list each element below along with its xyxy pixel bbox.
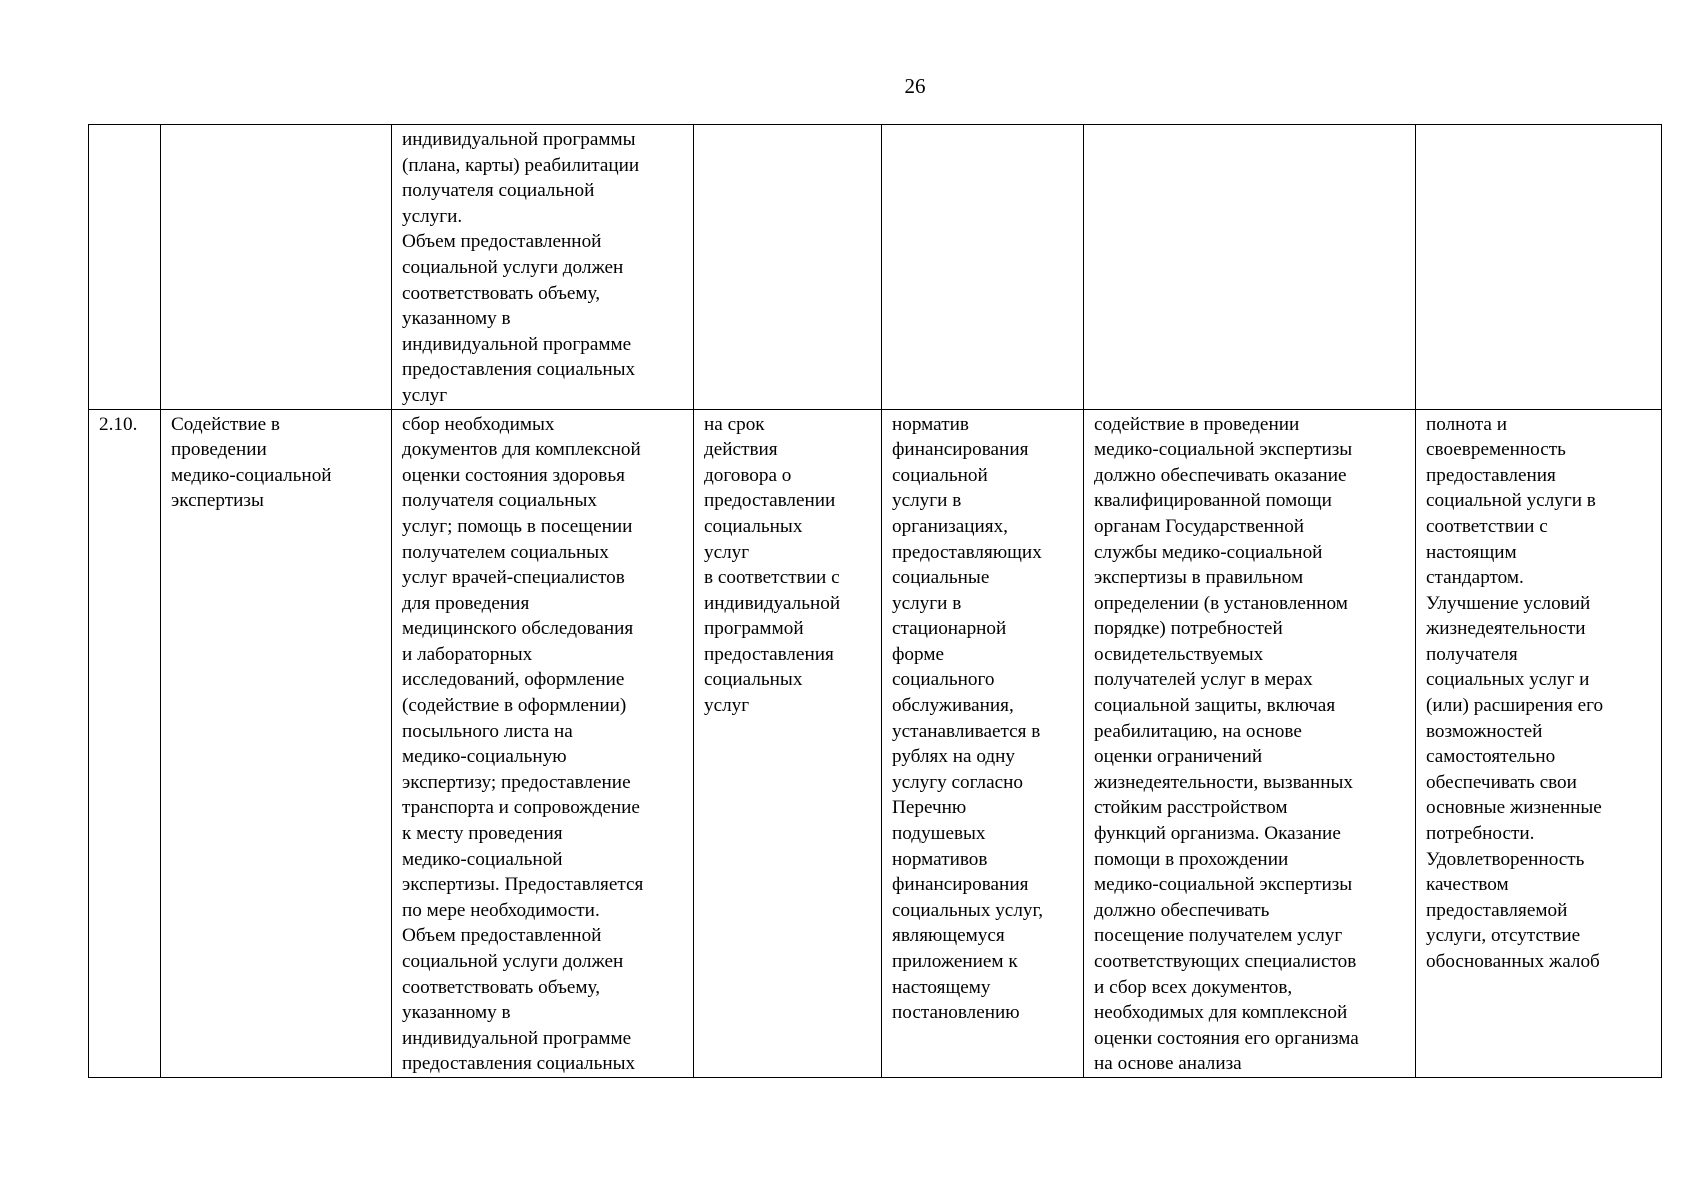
table-cell-financing: норматив финансирования социальной услуги в организациях, предоставляющих социальные услуги в стационарной форме социального обслуживания, устанавливается в рублях на одну услугу согласно Перечню подушевых нормативов финансирования социальных услуг, являющемуся приложением к настоящему постановлению <box>882 409 1084 1077</box>
table-cell-term <box>694 125 882 410</box>
table-cell-term: на срок действия договора о предоставлении социальных услуг в соответствии с индивидуальной программой предоставления социальных услуг <box>694 409 882 1077</box>
table-cell-number <box>89 125 161 410</box>
table-cell-number: 2.10. <box>89 409 161 1077</box>
table-cell-service-name: Содействие в проведении медико-социальной экспертизы <box>161 409 392 1077</box>
table-cell-quality-indicators <box>1084 125 1416 410</box>
table-cell-service-name <box>161 125 392 410</box>
table-row <box>89 125 1662 410</box>
service-standard-table <box>88 124 1662 1078</box>
table-cell-quality-indicators: содействие в проведении медико-социальной экспертизы должно обеспечивать оказание квалифицированной помощи органам Государственной службы медико-социальной экспертизы в правильном определении (в установленном порядке) потребностей освидетельствуемых получателей услуг в мерах социальной защиты, включая реабилитацию, на основе оценки ограничений жизнедеятельности, вызванных стойким расстройством функций организма. Оказание помощи в прохождении медико-социальной экспертизы должно обеспечивать посещение получателем услуг соответствующих специалистов и сбор всех документов, необходимых для комплексной оценки состояния его организма на основе анализа <box>1084 409 1416 1077</box>
table-cell-evaluation <box>1416 125 1662 410</box>
table-cell-financing <box>882 125 1084 410</box>
table-cell-evaluation: полнота и своевременность предоставления социальной услуги в соответствии с настоящим стандартом. Улучшение условий жизнедеятельности получателя социальных услуг и (или) расширения его возможностей самостоятельно обеспечивать свои основные жизненные потребности. Удовлетворенность качеством предоставляемой услуги, отсутствие обоснованных жалоб <box>1416 409 1662 1077</box>
table-cell-service-description: сбор необходимых документов для комплексной оценки состояния здоровья получателя социальных услуг; помощь в посещении получателем социальных услуг врачей-специалистов для проведения медицинского обследования и лабораторных исследований, оформление (содействие в оформлении) посыльного листа на медико-социальную экспертизу; предоставление транспорта и сопровождение к месту проведения медико-социальной экспертизы. Предоставляется по мере необходимости. Объем предоставленной социальной услуги должен соответствовать объему, указанному в индивидуальной программе предоставления социальных <box>392 409 694 1077</box>
table-cell-service-description: индивидуальной программы (плана, карты) реабилитации получателя социальной услуги. Объем предоставленной социальной услуги должен соответствовать объему, указанному в индивидуальной программе предоставления социальных услуг <box>392 125 694 410</box>
table-row <box>89 409 1662 1077</box>
page-number: 26 <box>904 74 926 98</box>
